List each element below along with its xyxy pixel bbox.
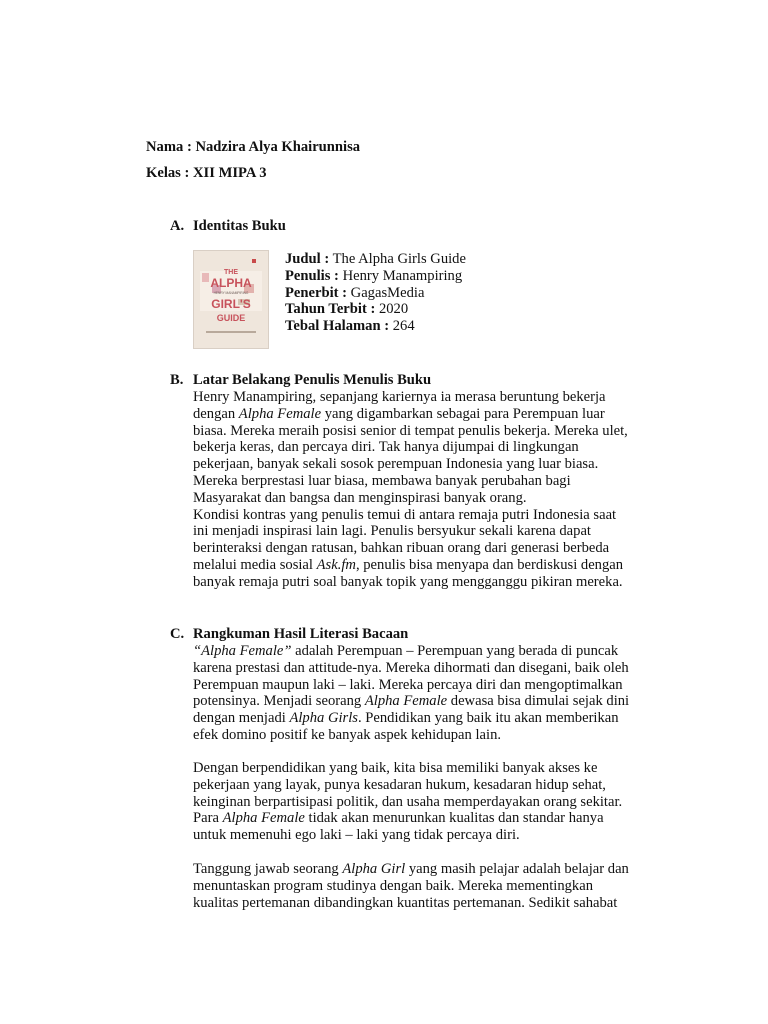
paragraph-line: [193, 423, 663, 440]
text-run: Masyarakat dan bangsa dan menginspirasi banyak orang.: [193, 489, 527, 506]
paragraph-line: [193, 710, 663, 727]
cover-title-line: GIRL'S: [211, 297, 251, 311]
paragraph-line: [193, 389, 663, 406]
text-run: berinteraksi dengan ratusan, bahkan ribuan orang dari generasi berbeda: [193, 540, 610, 557]
paragraph-line: [193, 827, 663, 844]
text-run: Para: [193, 810, 223, 827]
paragraph-line: [193, 456, 663, 473]
text-run: tidak akan menurunkan kualitas dan standar hanya: [304, 810, 604, 827]
section-c-paragraph-3: [193, 861, 663, 911]
book-identity-list: [285, 251, 466, 335]
section-b-paragraph: [193, 389, 663, 591]
paragraph-line: [193, 523, 663, 540]
text-run: untuk memenuhi ego laki – laki yang tidak percaya diri.: [193, 827, 520, 844]
text-run: Henry Manampiring, sepanjang kariernya ia merasa beruntung bekerja: [193, 389, 606, 405]
section-c-paragraph-1: [193, 643, 663, 744]
paragraph-line: [193, 794, 663, 811]
text-run: karena prestasi dan attitude-nya. Mereka dihormati dan disegani, baik oleh: [193, 659, 629, 676]
text-run: potensinya. Menjadi seorang: [193, 693, 365, 710]
section-b-title: Latar Belakang Penulis Menulis Buku: [193, 372, 432, 388]
paragraph-line: [193, 660, 663, 677]
text-run: , penulis bisa menyapa dan berdiskusi dengan: [355, 556, 624, 573]
paragraph-line: [193, 760, 663, 777]
text-run: pekerjaan, banyak sekali sosok perempuan Indonesia yang luar biasa.: [193, 456, 599, 473]
text-run: banyak remaja putri soal banyak topik yang mengganggu pikiran mereka.: [193, 573, 623, 590]
paragraph-line: [193, 810, 663, 827]
paragraph-line: [193, 777, 663, 794]
student-class: Kelas : XII MIPA 3: [146, 165, 267, 181]
paragraph-line: [193, 473, 663, 490]
text-run: ini menjadi inspirasi lain lagi. Penulis bersyukur sekali karena dapat: [193, 523, 591, 540]
text-run: menuntaskan program studinya dengan baik. Mereka mementingkan: [193, 877, 593, 894]
section-c-paragraph-2: [193, 760, 663, 844]
cover-author: HENRY MANAMPIRING: [213, 291, 249, 295]
field-publisher: Penerbit : GagasMedia: [285, 284, 425, 301]
text-run: yang masih pelajar adalah belajar dan: [405, 861, 629, 877]
text-run: Mereka berprestasi luar biasa, membawa banyak perubahan bagi: [193, 472, 571, 489]
italic-term: Alpha Girl: [342, 861, 406, 877]
paragraph-line: [193, 439, 663, 456]
text-run: Dengan berpendidikan yang baik, kita bisa memiliki banyak akses ke: [193, 760, 598, 776]
cover-title-line: THE: [224, 269, 238, 276]
text-run: pekerjaan yang layak, punya kesadaran hukum, kesadaran hidup sehat,: [193, 776, 606, 793]
text-run: Kondisi kontras yang penulis temui di antara remaja putri Indonesia saat: [193, 506, 617, 523]
section-a-letter: A.: [170, 218, 185, 234]
student-name: Nama : Nadzira Alya Khairunnisa: [146, 139, 361, 155]
section-c-letter: C.: [170, 626, 185, 642]
paragraph-line: [193, 895, 663, 912]
paragraph-line: [193, 540, 663, 557]
field-year: Tahun Terbit : 2020: [285, 301, 409, 318]
text-run: dewasa bisa dimulai sejak dini: [447, 693, 630, 710]
italic-term: “Alpha Female”: [193, 643, 292, 659]
text-run: biasa. Mereka meraih posisi senior di tempat penulis bekerja. Mereka ulet,: [193, 422, 628, 439]
text-run: melalui media sosial: [193, 556, 317, 573]
italic-term: Alpha Female: [364, 693, 448, 710]
text-run: . Pendidikan yang baik itu akan memberikan: [357, 710, 619, 727]
paragraph-line: [193, 643, 663, 660]
text-run: Tanggung jawab seorang: [193, 861, 343, 877]
paragraph-line: [193, 574, 663, 591]
text-run: kualitas pertemanan dibandingkan kuantitas pertemanan. Sedikit sahabat: [193, 894, 618, 911]
text-run: yang digambarkan sebagai para Perempuan luar: [321, 405, 605, 422]
section-c-title: Rangkuman Hasil Literasi Bacaan: [193, 626, 409, 642]
cover-title-line: ALPHA: [210, 276, 252, 290]
paragraph-line: [193, 861, 663, 878]
italic-term: Alpha Girls: [289, 710, 358, 727]
book-cover-image: [193, 250, 269, 349]
paragraph-line: [193, 406, 663, 423]
paragraph-line: [193, 727, 663, 744]
italic-term: Alpha Female: [238, 405, 322, 422]
field-pages: Tebal Halaman : 264: [285, 318, 415, 335]
paragraph-line: [193, 557, 663, 574]
italic-term: Ask.fm: [316, 556, 356, 573]
text-run: adalah Perempuan – Perempuan yang berada di puncak: [291, 643, 619, 659]
text-run: bekerja keras, dan percaya diri. Tak hanya dijumpai di lingkungan: [193, 439, 579, 456]
italic-term: Alpha Female: [222, 810, 305, 827]
paragraph-line: [193, 677, 663, 694]
text-run: Perempuan maupun laki – laki. Mereka percaya diri dan mengoptimalkan: [193, 676, 623, 693]
text-run: efek domino positif ke banyak aspek kehidupan lain.: [193, 726, 502, 743]
field-author: Penulis : Henry Manampiring: [285, 267, 463, 284]
section-b-letter: B.: [170, 372, 184, 388]
paragraph-line: [193, 507, 663, 524]
text-run: dengan menjadi: [193, 710, 290, 727]
paragraph-line: [193, 693, 663, 710]
text-run: keinginan berpartisipasi politik, dan usaha memperdayakan orang sekitar.: [193, 793, 623, 810]
paragraph-line: [193, 878, 663, 895]
field-title: Judul : The Alpha Girls Guide: [285, 251, 466, 267]
paragraph-line: [193, 490, 663, 507]
section-a-title: Identitas Buku: [193, 218, 286, 234]
cover-title-line: GUIDE: [216, 313, 246, 323]
text-run: dengan: [193, 405, 239, 422]
